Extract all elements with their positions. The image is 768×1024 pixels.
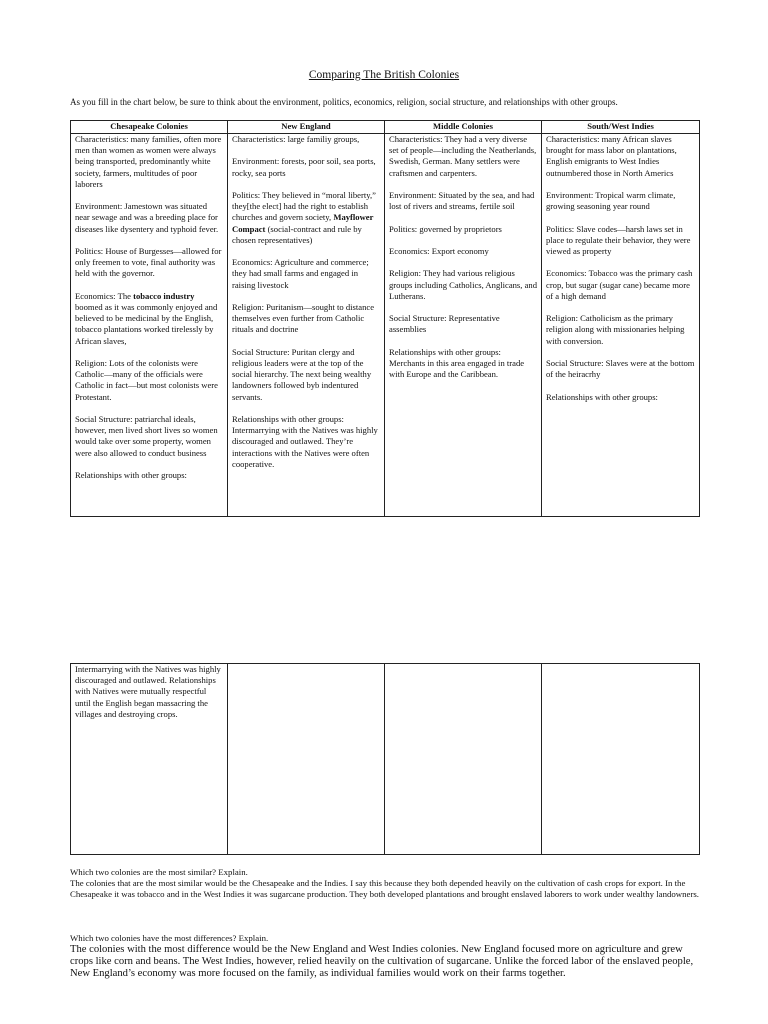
south-characteristics: Characteristics: many African slaves brought for mass labor on plantations, English emigrants to West Indies outnumbered those in North Americs xyxy=(546,134,677,178)
new-england-politics-bold: Mayflower Compact xyxy=(232,212,374,234)
south-politics: Politics: Slave codes—harsh laws set in place to regulate their behavior, they were viewed as property xyxy=(546,223,691,256)
south-environment: Environment: Tropical warm climate, growing seasoning year round xyxy=(546,190,676,212)
cell-south-west-indies xyxy=(542,134,700,517)
chesapeake-economics xyxy=(75,291,223,347)
middle-characteristics: Characteristics: They had a very diverse set of people—including the Neatherlands, Swedish, German. Many settlers were craftsmen and carpenters. xyxy=(389,134,537,178)
new-england-politics-suffix: (social-contract and rule by chosen representatives) xyxy=(232,223,362,245)
cell-chesapeake xyxy=(71,134,228,517)
chesapeake-economics-bold: tobacco industry xyxy=(133,290,195,301)
continuation-cell-south-west-indies xyxy=(542,664,700,855)
column-header-south-west-indies: South/West Indies xyxy=(542,121,700,134)
new-england-politics xyxy=(232,190,380,246)
new-england-economics: Economics: Agriculture and commerce; they had small farms and engaged in raising livestock xyxy=(232,257,369,290)
continuation-cell-middle xyxy=(385,664,542,855)
document-title: Comparing The British Colonies xyxy=(308,69,460,81)
middle-politics: Politics: governed by proprietors xyxy=(389,223,502,234)
chesapeake-characteristics: Characteristics: many families, often more men than women as women were always being transported, predominantly white society, farmers, multitudes of poor laborers xyxy=(75,134,222,189)
chesapeake-religion: Religion: Lots of the colonists were Catholic—many of the officials were Catholic in fact—but most colonists were Protestant. xyxy=(75,358,218,402)
column-header-chesapeake: Chesapeake Colonies xyxy=(71,121,228,134)
question-2: Which two colonies have the most differences? Explain. xyxy=(70,933,269,943)
continuation-cell-chesapeake xyxy=(71,664,228,855)
middle-social: Social Structure: Representative assemblies xyxy=(389,313,500,335)
table-row xyxy=(71,664,700,855)
new-england-religion: Religion: Puritanism—sought to distance themselves even further from Catholic rituals and doctrine xyxy=(232,301,375,335)
south-religion: Religion: Catholicism as the primary religion along with missionaries helping with conversion. xyxy=(546,313,685,346)
new-england-environment: Environment: forests, poor soil, sea ports, rocky, sea ports xyxy=(232,156,376,178)
question-1-block xyxy=(70,867,700,900)
chesapeake-relationships: Relationships with other groups: xyxy=(75,470,187,480)
cell-new-england xyxy=(228,134,385,517)
table-header-row xyxy=(71,121,700,134)
answer-2: The colonies with the most difference would be the New England and West Indies colonies. New England focused more on agriculture and grew crops like corn and beans. The West Indies, however, relied heavily on the cultivation of sugarcane. Unlike the forced labor of the enslaved people, New England’s economy was more focused on the family, as individual families would work on their farms together. xyxy=(70,944,694,980)
south-social: Social Structure: Slaves were at the bottom of the heiracrhy xyxy=(546,357,695,380)
chesapeake-social: Social Structure: patriarchal ideals, however, men lived short lives so women would take over some property, women were also allowed to conduct business xyxy=(75,414,218,458)
column-header-middle: Middle Colonies xyxy=(385,121,542,134)
chesapeake-relationships-continued: Intermarrying with the Natives was highly discouraged and outlawed. Relationships with Natives were mutually respectful until the English began massacring the villages and destroying crops. xyxy=(75,664,221,719)
question-1: Which two colonies are the most similar? Explain. xyxy=(70,867,248,877)
cell-middle xyxy=(385,134,542,517)
comparison-table xyxy=(70,120,700,517)
south-economics: Economics: Tobacco was the primary cash crop, but sugar (sugar cane) became more of a high demand xyxy=(546,268,693,301)
answer-1: The colonies that are the most similar would be the Chesapeake and the Indies. I say this because they both depended heavily on the cultivation of cash crops for export. In the Chesapeake it was tobacco and in the West Indies it was sugarcane production. They both developed plantations and brought enslaved laborers to work under wealthy landowners. xyxy=(70,878,699,899)
instructions: As you fill in the chart below, be sure to think about the environment, politics, economics, religion, social structure, and relationships with other groups. xyxy=(70,97,618,107)
comparison-table-continued xyxy=(70,663,700,855)
new-england-relationships: Relationships with other groups: Intermarrying with the Natives was highly discouraged and outlawed. They’re interactions with the Natives were often cooperative. xyxy=(232,413,378,469)
column-header-new-england: New England xyxy=(228,121,385,134)
chesapeake-politics: Politics: House of Burgesses—allowed for only freemen to vote, final authority was held with the governor. xyxy=(75,246,222,279)
chesapeake-economics-suffix: boomed as it was commonly enjoyed and believed to be medicinal by the English, tobacco plantations worked tirelessly by African slaves, xyxy=(75,302,218,346)
chesapeake-economics-prefix: Economics: The xyxy=(75,290,134,301)
middle-relationships: Relationships with other groups: Merchants in this area engaged in trade with Europe and the Caribbean. xyxy=(389,346,525,380)
new-england-characteristics: Characteristics: large familiy groups, xyxy=(232,134,360,144)
new-england-politics-prefix: Politics: They believed in “moral liberty,” they[the elect] had the right to establish churches and govern society, xyxy=(232,189,376,223)
question-2-block xyxy=(70,933,700,981)
south-relationships: Relationships with other groups: xyxy=(546,391,658,402)
new-england-social: Social Structure: Puritan clergy and religious leaders were at the top of the social hierarchy. The next being wealthy landowners followed byb indentured servants. xyxy=(232,346,372,402)
middle-religion: Religion: They had various religious groups including Catholics, Anglicans, and Lutherans. xyxy=(389,268,537,301)
continuation-cell-new-england xyxy=(228,664,385,855)
table-row xyxy=(71,134,700,517)
middle-economics: Economics: Export economy xyxy=(389,245,489,256)
chesapeake-environment: Environment: Jamestown was situated near sewage and was a breeding place for diseases like dysentery and typhoid fever. xyxy=(75,201,219,234)
middle-environment: Environment: Situated by the sea, and had lost of rivers and streams, fertile soil xyxy=(389,190,535,212)
